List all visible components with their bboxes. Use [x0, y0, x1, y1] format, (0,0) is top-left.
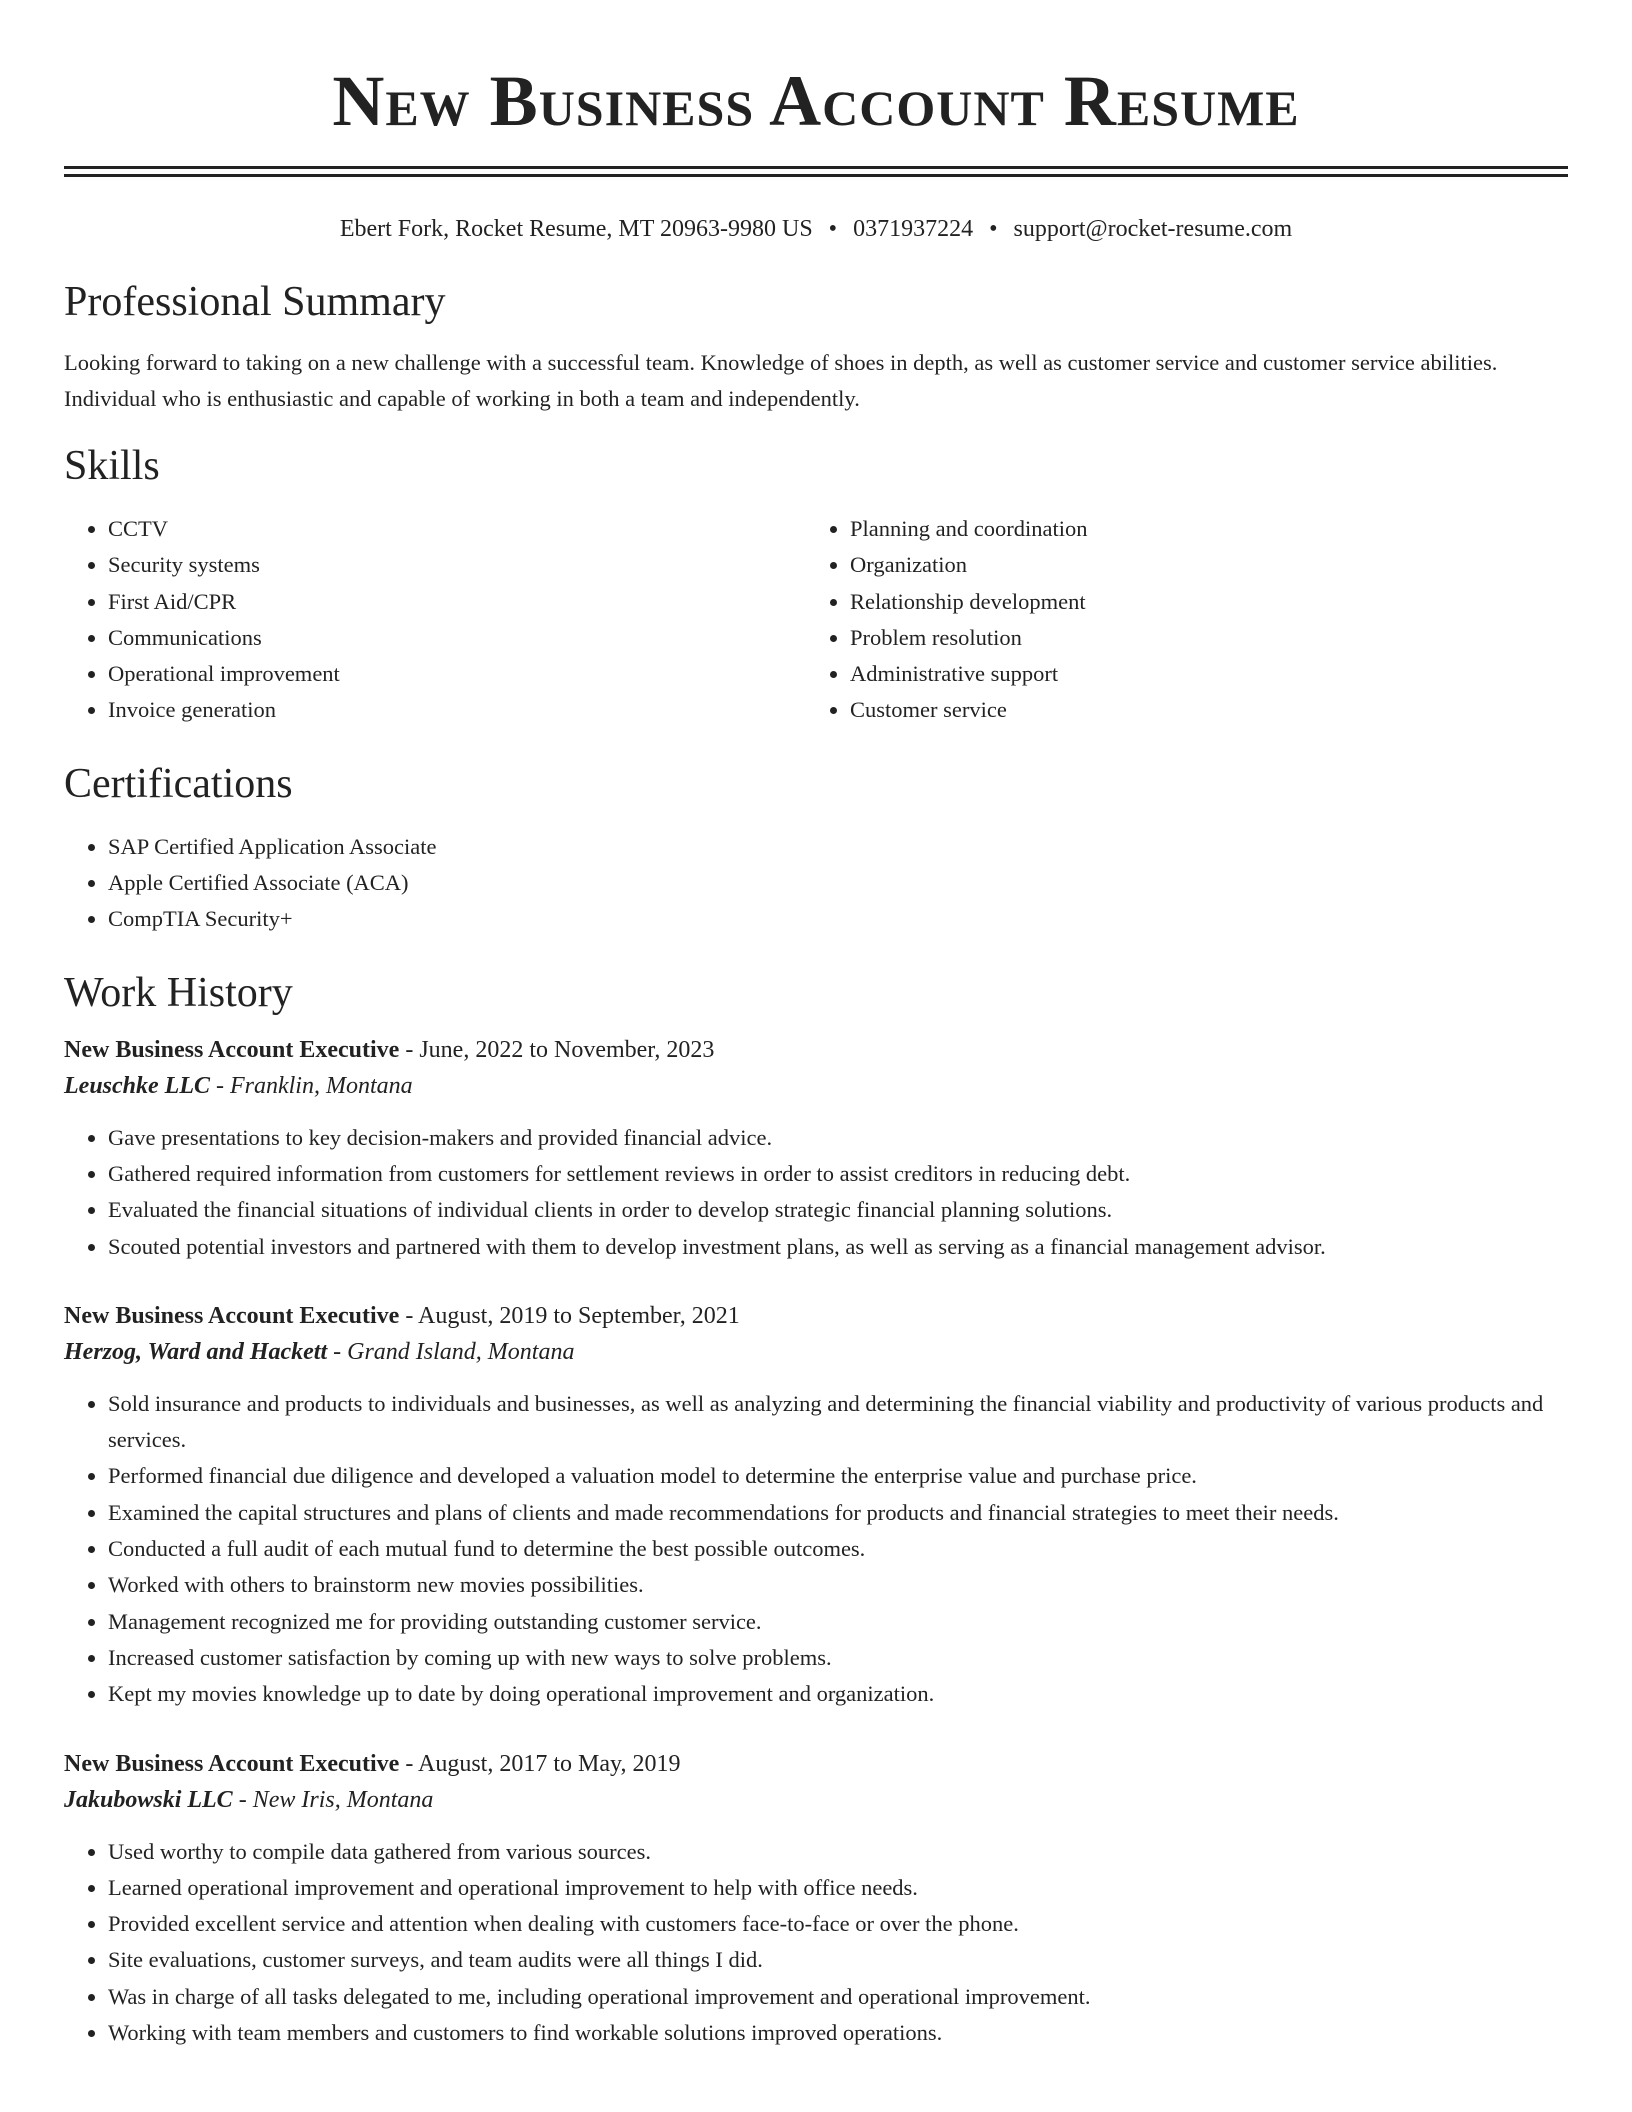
job-bullet: • Gave presentations to key decision-makers and provided financial advice. [108, 1120, 1568, 1156]
contact-separator: • [989, 216, 998, 242]
skill-item: • Relationship development [850, 584, 1548, 620]
skills-heading: Skills [64, 443, 160, 489]
summary-text: Looking forward to taking on a new challenge with a successful team. Knowledge of shoes in depth, as well as customer service and customer service abilities. Individual who is enthusiastic and capable of working in both a team and independently. [64, 350, 1498, 411]
job-title: New Business Account Executive [64, 1036, 400, 1063]
skills-column-left [64, 511, 806, 729]
job-bullet: • Used worthy to compile data gathered from various sources. [108, 1834, 1568, 1870]
job-bullet: • Performed financial due diligence and developed a valuation model to determine the enterprise value and purchase price. [108, 1458, 1568, 1494]
job-bullet: • Scouted potential investors and partnered with them to develop investment plans, as well as serving as a financial management advisor. [108, 1229, 1568, 1265]
job-bullet: • Management recognized me for providing outstanding customer service. [108, 1604, 1568, 1640]
job-bullet: • Kept my movies knowledge up to date by doing operational improvement and organization. [108, 1676, 1568, 1712]
title-divider [64, 166, 1568, 177]
skill-item: • First Aid/CPR [108, 584, 806, 620]
certifications-section [64, 759, 1568, 938]
job-company: Jakubowski LLC [64, 1786, 233, 1813]
job-location: - New Iris, Montana [232, 1786, 434, 1813]
job-title-line [64, 1746, 1568, 1782]
skill-item: • Security systems [108, 547, 806, 583]
job-company-line [64, 1068, 1568, 1104]
job-bullet: • Gathered required information from customers for settlement reviews in order to assist creditors in reducing debt. [108, 1156, 1568, 1192]
job-entry [64, 1298, 1568, 1713]
job-bullet: • Worked with others to brainstorm new movies possibilities. [108, 1567, 1568, 1603]
job-bullet: • Examined the capital structures and plans of clients and made recommendations for products and financial strategies to meet their needs. [108, 1495, 1568, 1531]
job-bullet: • Conducted a full audit of each mutual fund to determine the best possible outcomes. [108, 1531, 1568, 1567]
skill-item: • Communications [108, 620, 806, 656]
work-history-section [64, 968, 1568, 2052]
skill-item: • Invoice generation [108, 692, 806, 728]
skill-item: • Administrative support [850, 656, 1548, 692]
skill-item: • CCTV [108, 511, 806, 547]
job-bullet: • Provided excellent service and attention when dealing with customers face-to-face or over the phone. [108, 1906, 1568, 1942]
skill-item: • Customer service [850, 692, 1548, 728]
skill-item: • Operational improvement [108, 656, 806, 692]
summary-section [64, 277, 1568, 417]
certification-item: • Apple Certified Associate (ACA) [108, 865, 1568, 901]
skill-item: • Problem resolution [850, 620, 1548, 656]
job-company: Leuschke LLC [64, 1072, 210, 1099]
job-bullet: • Site evaluations, customer surveys, and team audits were all things I did. [108, 1942, 1568, 1978]
job-bullet: • Evaluated the financial situations of individual clients in order to develop strategic financial planning solutions. [108, 1192, 1568, 1228]
job-dates: - August, 2019 to September, 2021 [399, 1302, 740, 1329]
job-location: - Franklin, Montana [209, 1072, 413, 1099]
resume-title: New Business Account Resume [332, 61, 1300, 141]
job-entry [64, 1746, 1568, 2052]
skills-section [64, 441, 1568, 729]
summary-heading: Professional Summary [64, 279, 446, 325]
job-title-line [64, 1298, 1568, 1334]
work-history-heading: Work History [64, 969, 293, 1016]
skills-grid [64, 511, 1568, 729]
contact-email: support@rocket-resume.com [1013, 216, 1293, 242]
job-title: New Business Account Executive [64, 1750, 400, 1777]
job-bullet: • Increased customer satisfaction by coming up with new ways to solve problems. [108, 1640, 1568, 1676]
job-company: Herzog, Ward and Hackett [64, 1338, 328, 1365]
job-entry [64, 1032, 1568, 1265]
job-bullet: • Working with team members and customers to find workable solutions improved operations. [108, 2015, 1568, 2051]
resume-page [64, 0, 1568, 2051]
contact-phone: 0371937224 [853, 216, 974, 242]
job-bullet: • Was in charge of all tasks delegated to me, including operational improvement and operational improvement. [108, 1979, 1568, 2015]
skills-column-right [806, 511, 1548, 729]
job-title-line [64, 1032, 1568, 1068]
job-company-line [64, 1782, 1568, 1818]
certifications-heading: Certifications [64, 760, 293, 807]
job-dates: - August, 2017 to May, 2019 [399, 1750, 681, 1777]
skill-item: • Planning and coordination [850, 511, 1548, 547]
job-location: - Grand Island, Montana [327, 1338, 575, 1365]
contact-separator: • [828, 216, 838, 242]
job-dates: - June, 2022 to November, 2023 [399, 1036, 715, 1063]
contact-line [64, 213, 1568, 245]
contact-address: Ebert Fork, Rocket Resume, MT 20963-9980 US [339, 216, 813, 242]
certification-item: • CompTIA Security+ [108, 901, 1568, 937]
job-bullet: • Sold insurance and products to individuals and businesses, as well as analyzing and determining the financial viability and productivity of various products and services. [108, 1386, 1568, 1459]
job-title: New Business Account Executive [64, 1302, 400, 1329]
job-bullet: • Learned operational improvement and operational improvement to help with office needs. [108, 1870, 1568, 1906]
job-company-line [64, 1334, 1568, 1370]
certification-item: • SAP Certified Application Associate [108, 829, 1568, 865]
skill-item: • Organization [850, 547, 1548, 583]
